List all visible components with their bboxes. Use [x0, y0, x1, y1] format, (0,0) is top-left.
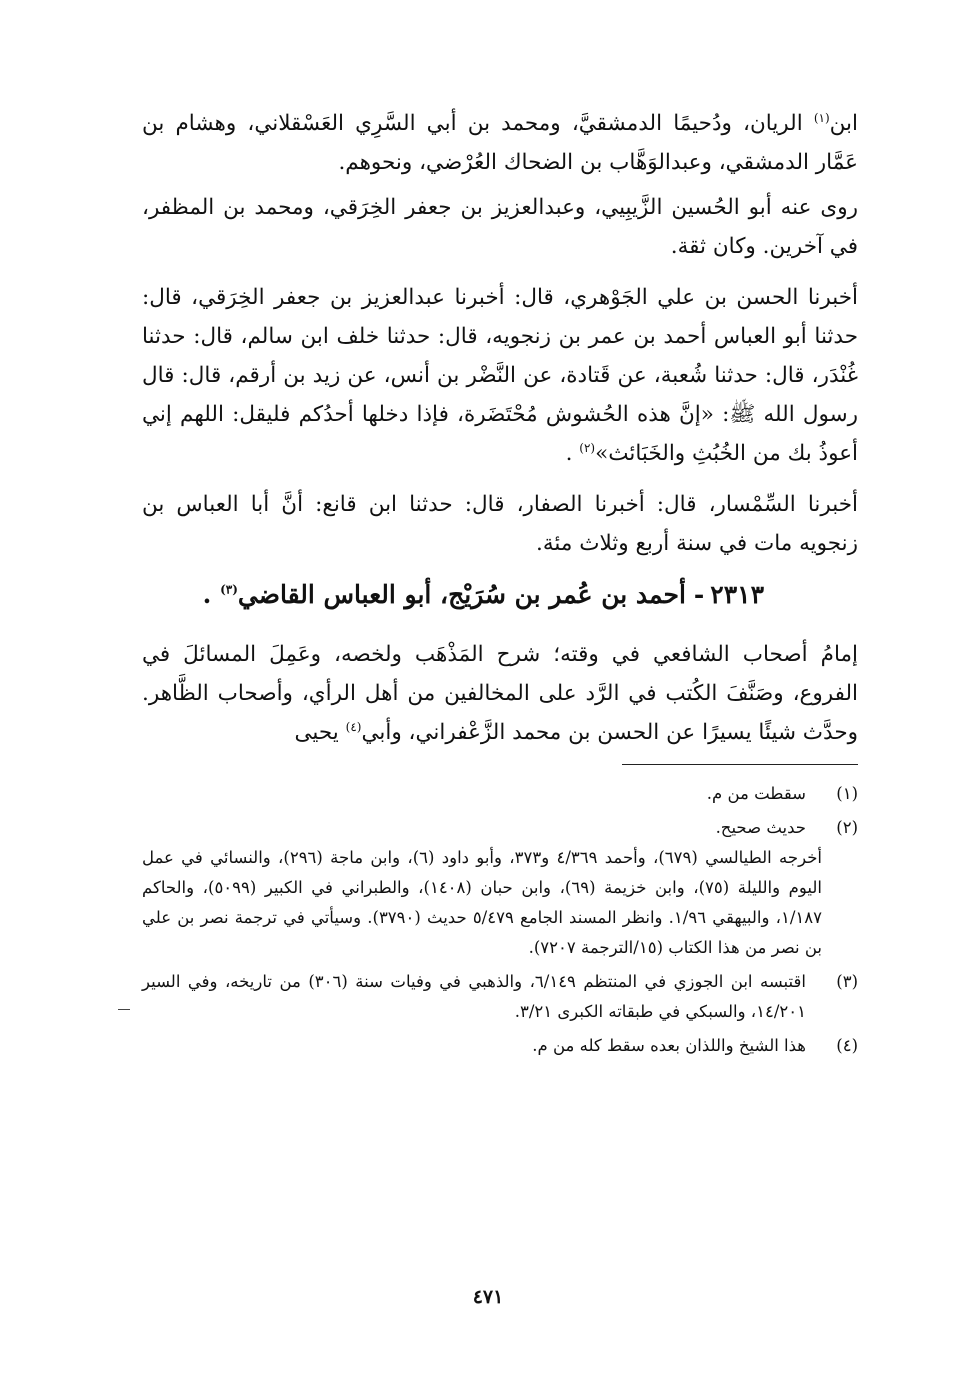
footnote-3	[142, 967, 858, 1027]
footnote-text-continued: أخرجه الطيالسي (٦٧٩)، وأحمد ٤/٣٦٩ و٣٧٣، وأبو داود (٦)، وابن ماجة (٢٩٦)، والنسائي في عمل اليوم والليلة (٧٥)، وابن خزيمة (٦٩)، وابن حبان (١٤٠٨)، والطبراني في الكبير (٥٠٩٩)، والحاكم ١/١٨٧، والبيهقي ١/٩٦. وانظر المسند الجامع ٥/٤٧٩ حديث (٣٧٩٠). وسيأتي في ترجمة نصر بن علي بن نصر من هذا الكتاب (١٥/الترجمة ٧٢٠٧).	[142, 848, 823, 957]
footnote-ref-3[interactable]: (٣)	[220, 582, 238, 597]
footnote-number: (٤)	[836, 1036, 858, 1055]
margin-mark	[118, 1009, 130, 1010]
footnote-text: سقطت من م.	[706, 784, 806, 803]
entry-number: ٢٣١٣	[710, 580, 764, 609]
paragraph-3-text: أخبرنا الحسن بن علي الجَوْهري، قال: أخبرنا عبدالعزيز بن جعفر الخِرَقي، قال: حدثنا أبو العباس أحمد بن عمر بن زنجويه، قال: حدثنا خلف ابن سالم، قال: حدثنا غُنْدَر، قال: حدثنا شُعبة، عن قَتادة، عن النَّضْر بن أنس، عن زيد بن أرقم، قال: قال رسول الله ﷺ: «إنَّ هذه الحُشوش مُحْتَضَرة، فإذا دخلها أحدُكم فليقل: اللهم إني أعوذُ بك من الخُبُثِ والخَبَائث»	[142, 285, 858, 466]
entry-title: أحمد بن عُمر بن سُرَيْج، أبو العباس القاضي	[237, 580, 686, 609]
footnote-text: حديث صحيح.	[715, 818, 806, 837]
footnote-ref-1[interactable]: (١)	[813, 110, 830, 125]
paragraph-2: روى عنه أبو الحُسين الزَّيبِيي، وعبدالعزيز بن جعفر الخِرَقي، ومحمد بن المظفر، في آخرين. وكان ثقة.	[142, 195, 858, 259]
footnote-ref-2[interactable]: (٢)	[579, 440, 596, 455]
entry-dash: -	[693, 580, 705, 609]
paragraph-1-start: ابن	[829, 111, 858, 136]
footnote-1	[142, 779, 858, 809]
entry-heading	[142, 575, 858, 615]
footnote-body	[142, 967, 806, 1027]
footnote-number: (١)	[836, 784, 858, 803]
footnote-body	[142, 813, 823, 963]
bio-tail: يحيى	[294, 720, 346, 745]
entry-tail: .	[202, 580, 221, 609]
page-number: ٤٧١	[472, 1286, 504, 1308]
footnote-2	[142, 813, 858, 963]
paragraph-3	[142, 278, 858, 473]
footnote-body	[142, 1031, 806, 1061]
footnote-text: اقتبسه ابن الجوزي في المنتظم ٦/١٤٩، والذهبي في وفيات سنة (٣٠٦) من تاريخه، وفي السير ١٤/٢٠١، والسبكي في طبقاته الكبرى ٣/٢١.	[142, 972, 806, 1021]
footnote-text: هذا الشيخ واللذان بعده سقط كله من م.	[532, 1036, 806, 1055]
paragraph-1-rest: الريان، ودُحيمًا الدمشقيَّ، ومحمد بن أبي السَّرِي العَسْقلاني، وهشام بن عَمَّار الدمشقي، وعبدالوَهَّاب بن الضحاك العُرْضي، ونحوهم.	[142, 111, 858, 175]
paragraph-1	[142, 104, 858, 182]
footnote-number: (٢)	[836, 818, 858, 837]
paragraph-3-tail: .	[565, 441, 580, 466]
footnotes	[142, 779, 858, 1061]
footnote-ref-4[interactable]: (٤)	[345, 719, 362, 734]
footnote-4	[142, 1031, 858, 1061]
bio-text: إمامُ أصحاب الشافعي في وقته؛ شرح المَذْهَب ولخصه، وعَمِلَ المسائلَ في الفروع، وصَنَّفَ الكُتب في الرَّد على المخالفين من أهل الرأي، وأصحاب الظَّاهر. وحدَّث شيئًا يسيرًا عن الحسن بن محمد الزَّعْفراني، وأبي	[142, 642, 858, 745]
footnote-separator	[622, 764, 858, 765]
bio-paragraph	[142, 635, 858, 752]
paragraph-4: أخبرنا السِّمْسار، قال: أخبرنا الصفار، قال: حدثنا ابن قانع: أنَّ أبا العباس بن زنجويه مات في سنة أربع وثلاث مئة.	[142, 492, 858, 556]
footnote-body	[142, 779, 806, 809]
footnote-number: (٣)	[836, 972, 858, 991]
